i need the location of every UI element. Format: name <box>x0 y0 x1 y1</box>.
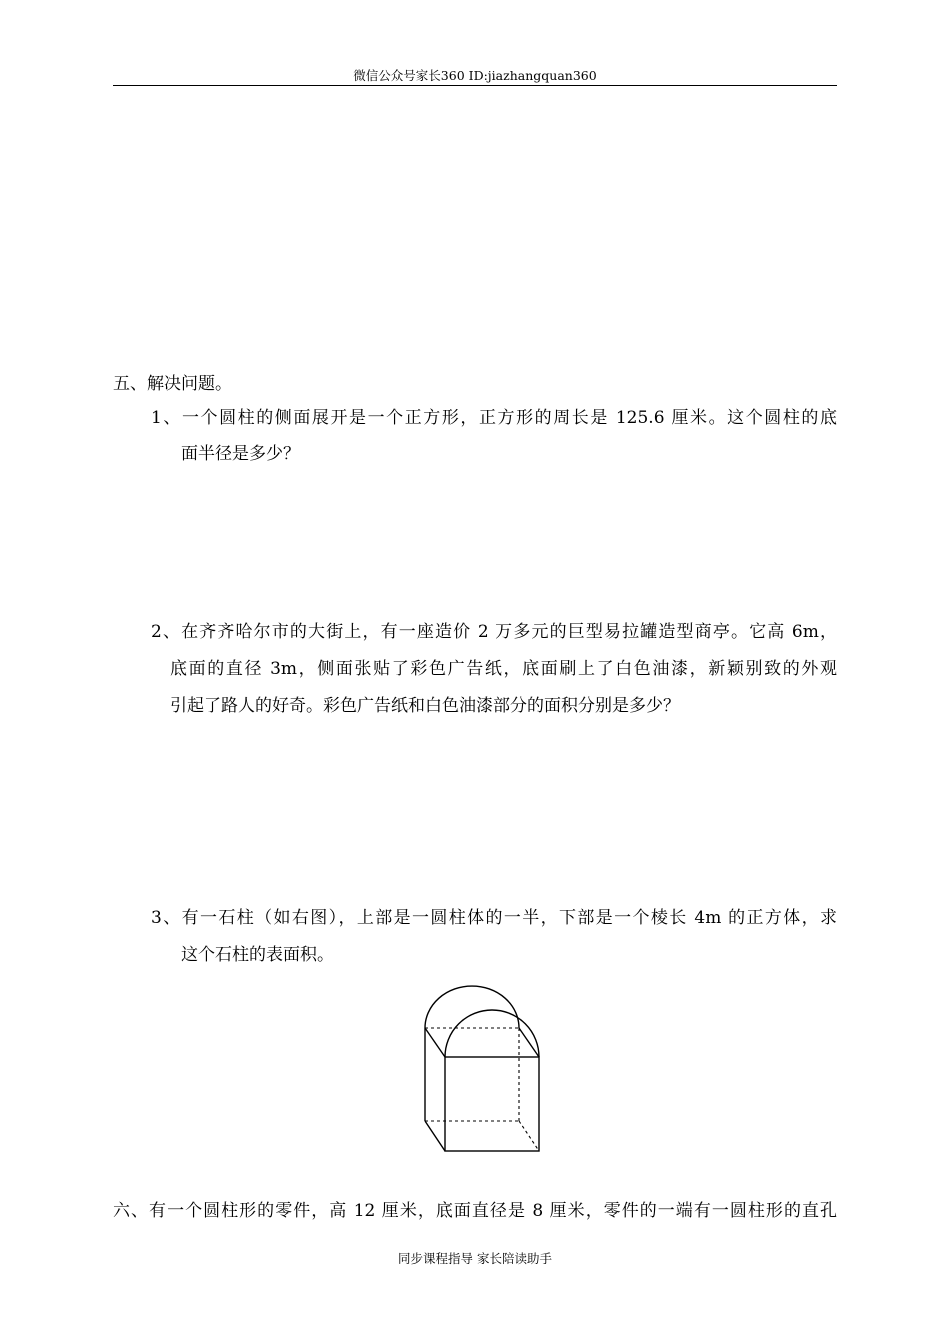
section-5-title: 五、解决问题。 <box>113 374 232 394</box>
question-1-line-2: 面半径是多少？ <box>181 444 300 464</box>
question-2-line-1: 2、在齐齐哈尔市的大街上，有一座造价 2 万多元的巨型易拉罐造型商亭。它高 6m， <box>151 622 837 642</box>
section-6-line-1: 六、有一个圆柱形的零件，高 12 厘米，底面直径是 8 厘米，零件的一端有一圆柱形的直孔 <box>113 1201 837 1221</box>
question-3-line-2: 这个石柱的表面积。 <box>181 945 334 965</box>
question-1-line-1: 1、一个圆柱的侧面展开是一个正方形，正方形的周长是 125.6 厘米。这个圆柱的底 <box>151 408 837 428</box>
header-divider <box>113 85 837 86</box>
cube-front-face <box>445 1057 539 1151</box>
question-3-line-1: 3、有一石柱（如右图），上部是一圆柱体的一半，下部是一个棱长 4m 的正方体，求 <box>151 908 837 928</box>
front-arch <box>445 1010 539 1057</box>
page-header: 微信公众号家长360 ID:jiazhangquan360 <box>353 68 597 83</box>
question-2-line-2: 底面的直径 3m，侧面张贴了彩色广告纸，底面刷上了白色油漆，新颖别致的外观 <box>170 659 837 679</box>
stone-pillar-figure <box>408 980 560 1156</box>
back-arch <box>425 986 519 1028</box>
question-2-line-3: 引起了路人的好奇。彩色广告纸和白色油漆部分的面积分别是多少？ <box>170 696 680 716</box>
page-footer: 同步课程指导 家长陪读助手 <box>398 1251 552 1266</box>
hidden-right-bottom-edge <box>519 1121 539 1151</box>
